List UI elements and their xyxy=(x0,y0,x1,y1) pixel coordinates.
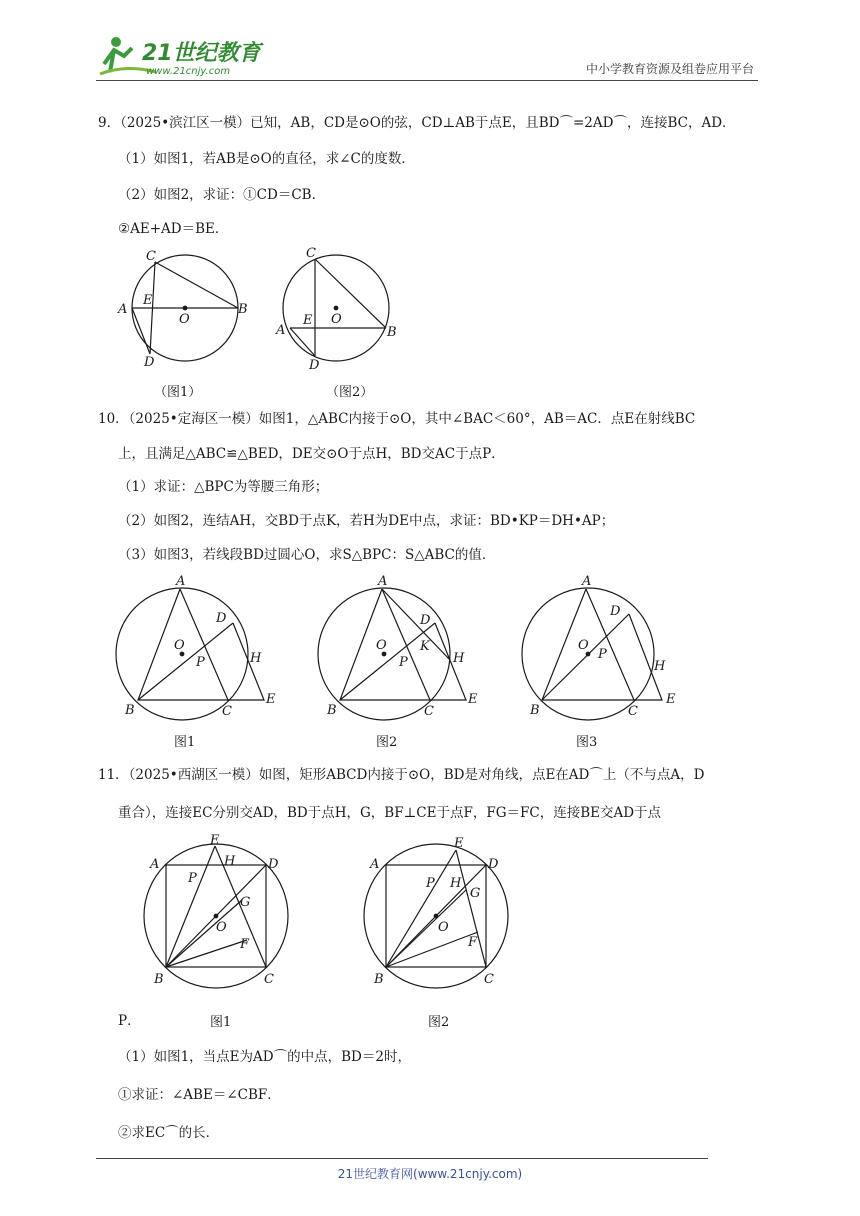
q10-fig1-caption: 图1 xyxy=(174,735,196,750)
q11-stem-3: P． xyxy=(118,1013,141,1029)
site-logo[interactable] xyxy=(96,34,266,80)
q11-stem-2: 重合），连接EC分别交AD，BD于点H，G，BF⊥CE于点F，FG＝FC，连接BE交AD于点 xyxy=(118,805,662,821)
platform-name: 中小学教育资源及组卷应用平台 xyxy=(585,62,754,76)
q9-part1: （1）如图1，若AB是⊙O的直径，求∠C的度数． xyxy=(118,151,415,167)
q9-figure-1 xyxy=(117,249,248,400)
svg-text:D: D xyxy=(610,604,621,619)
q10-figure-3 xyxy=(522,574,676,750)
q10-fig2-caption: 图2 xyxy=(376,735,398,750)
svg-text:H: H xyxy=(250,651,262,666)
svg-text:B: B xyxy=(327,703,337,718)
svg-text:P: P xyxy=(196,655,205,670)
svg-text:C: C xyxy=(484,972,494,987)
q10-figures xyxy=(110,570,710,754)
svg-text:D: D xyxy=(268,857,279,872)
svg-text:B: B xyxy=(530,703,540,718)
svg-text:E: E xyxy=(266,692,276,707)
q10-stem-2: 上，且满足△ABC≌△BED，DE交⊙O于点H，BD交AC于点P． xyxy=(118,446,505,462)
svg-text:O: O xyxy=(438,920,449,935)
svg-text:D: D xyxy=(144,355,155,370)
q11-stem-1: 11．（2025•西湖区一模）如图，矩形ABCD内接于⊙O，BD是对角线，点E在AD⌒上（不与点A，D xyxy=(98,767,705,783)
header-divider xyxy=(96,80,758,81)
svg-text:C: C xyxy=(628,704,638,719)
q9-fig2-caption: （图2） xyxy=(326,385,374,400)
q11-figure-2 xyxy=(364,836,508,1030)
svg-text:B: B xyxy=(238,302,248,317)
q11-fig2-caption: 图2 xyxy=(428,1015,450,1030)
svg-text:E: E xyxy=(210,833,220,848)
q9-part2: （2）如图2，求证：①CD＝CB． xyxy=(118,187,326,203)
svg-text:B: B xyxy=(154,972,164,987)
logo-title: 21世纪教育 xyxy=(142,41,261,66)
svg-text:P: P xyxy=(426,876,435,891)
logo-url: www.21cnjy.com xyxy=(146,66,231,77)
svg-text:O: O xyxy=(179,312,190,327)
q10-figure-2 xyxy=(318,574,478,750)
svg-text:O: O xyxy=(578,638,589,653)
svg-text:A: A xyxy=(150,857,160,872)
svg-text:A: A xyxy=(276,323,286,338)
svg-text:A: A xyxy=(118,302,128,317)
svg-text:A: A xyxy=(378,574,388,589)
svg-text:D: D xyxy=(309,358,320,373)
q10-fig3-caption: 图3 xyxy=(576,735,598,750)
q10-part1: （1）求证：△BPC为等腰三角形； xyxy=(118,479,329,495)
q11-figures xyxy=(110,832,530,1032)
svg-text:P: P xyxy=(399,655,408,670)
svg-text:H: H xyxy=(224,854,236,869)
svg-text:P: P xyxy=(188,871,197,886)
svg-text:E: E xyxy=(468,692,478,707)
svg-text:C: C xyxy=(264,972,274,987)
q10-part2: （2）如图2，连结AH，交BD于点K，若H为DE中点，求证：BD•KP＝DH•AP； xyxy=(118,513,615,529)
svg-text:A: A xyxy=(370,857,380,872)
q11-figure-1 xyxy=(144,833,288,1030)
svg-text:B: B xyxy=(387,325,397,340)
runner-logo-icon xyxy=(96,34,266,80)
q9-fig1-caption: （图1） xyxy=(154,385,202,400)
svg-text:B: B xyxy=(374,972,384,987)
svg-text:H: H xyxy=(654,659,666,674)
svg-text:D: D xyxy=(488,857,499,872)
q11-part1-sub2: ②求EC⌒的长． xyxy=(118,1125,220,1141)
q9-stem: 9．（2025•滨江区一模）已知，AB，CD是⊙O的弦，CD⊥AB于点E，且BD⌒=2AD⌒，连接BC，AD． xyxy=(98,115,736,131)
q11-fig1-caption: 图1 xyxy=(210,1015,232,1030)
svg-text:H: H xyxy=(450,876,462,891)
svg-text:E: E xyxy=(454,836,464,851)
svg-text:C: C xyxy=(424,704,434,719)
q9-figures xyxy=(110,244,410,404)
svg-text:G: G xyxy=(240,895,251,910)
footer-link[interactable]: 21世纪教育网(www.21cnjy.com) xyxy=(337,1167,523,1181)
svg-text:D: D xyxy=(420,613,431,628)
q11-part1: （1）如图1，当点E为AD⌒的中点，BD＝2时， xyxy=(118,1049,411,1065)
svg-text:E: E xyxy=(143,293,153,308)
svg-text:O: O xyxy=(216,920,227,935)
svg-text:K: K xyxy=(420,639,430,654)
svg-text:E: E xyxy=(666,692,676,707)
svg-text:C: C xyxy=(306,246,316,261)
svg-text:D: D xyxy=(216,611,227,626)
footer-divider xyxy=(96,1158,708,1159)
q11-part1-sub1: ①求证：∠ABE＝∠CBF． xyxy=(118,1087,281,1103)
svg-text:A: A xyxy=(176,574,186,589)
svg-text:G: G xyxy=(470,886,481,901)
q10-figure-1 xyxy=(116,574,276,750)
q10-part3: （3）如图3，若线段BD过圆心O，求S△BPC：S△ABC的值． xyxy=(118,547,496,563)
svg-text:F: F xyxy=(468,935,478,950)
svg-text:A: A xyxy=(582,574,592,589)
svg-text:P: P xyxy=(598,647,607,662)
svg-text:F: F xyxy=(240,937,250,952)
q10-stem-1: 10．（2025•定海区一模）如图1，△ABC内接于⊙O，其中∠BAC＜60°，AB＝AC．点E在射线BC xyxy=(98,411,696,427)
svg-text:B: B xyxy=(125,703,135,718)
q9-part2-sub2: ②AE+AD＝BE． xyxy=(118,221,229,237)
svg-text:O: O xyxy=(331,312,342,327)
svg-text:C: C xyxy=(222,704,232,719)
svg-text:O: O xyxy=(174,638,185,653)
svg-text:E: E xyxy=(303,313,313,328)
svg-text:C: C xyxy=(146,249,156,264)
q9-figure-2 xyxy=(275,246,397,400)
svg-text:O: O xyxy=(376,638,387,653)
svg-text:H: H xyxy=(453,651,465,666)
